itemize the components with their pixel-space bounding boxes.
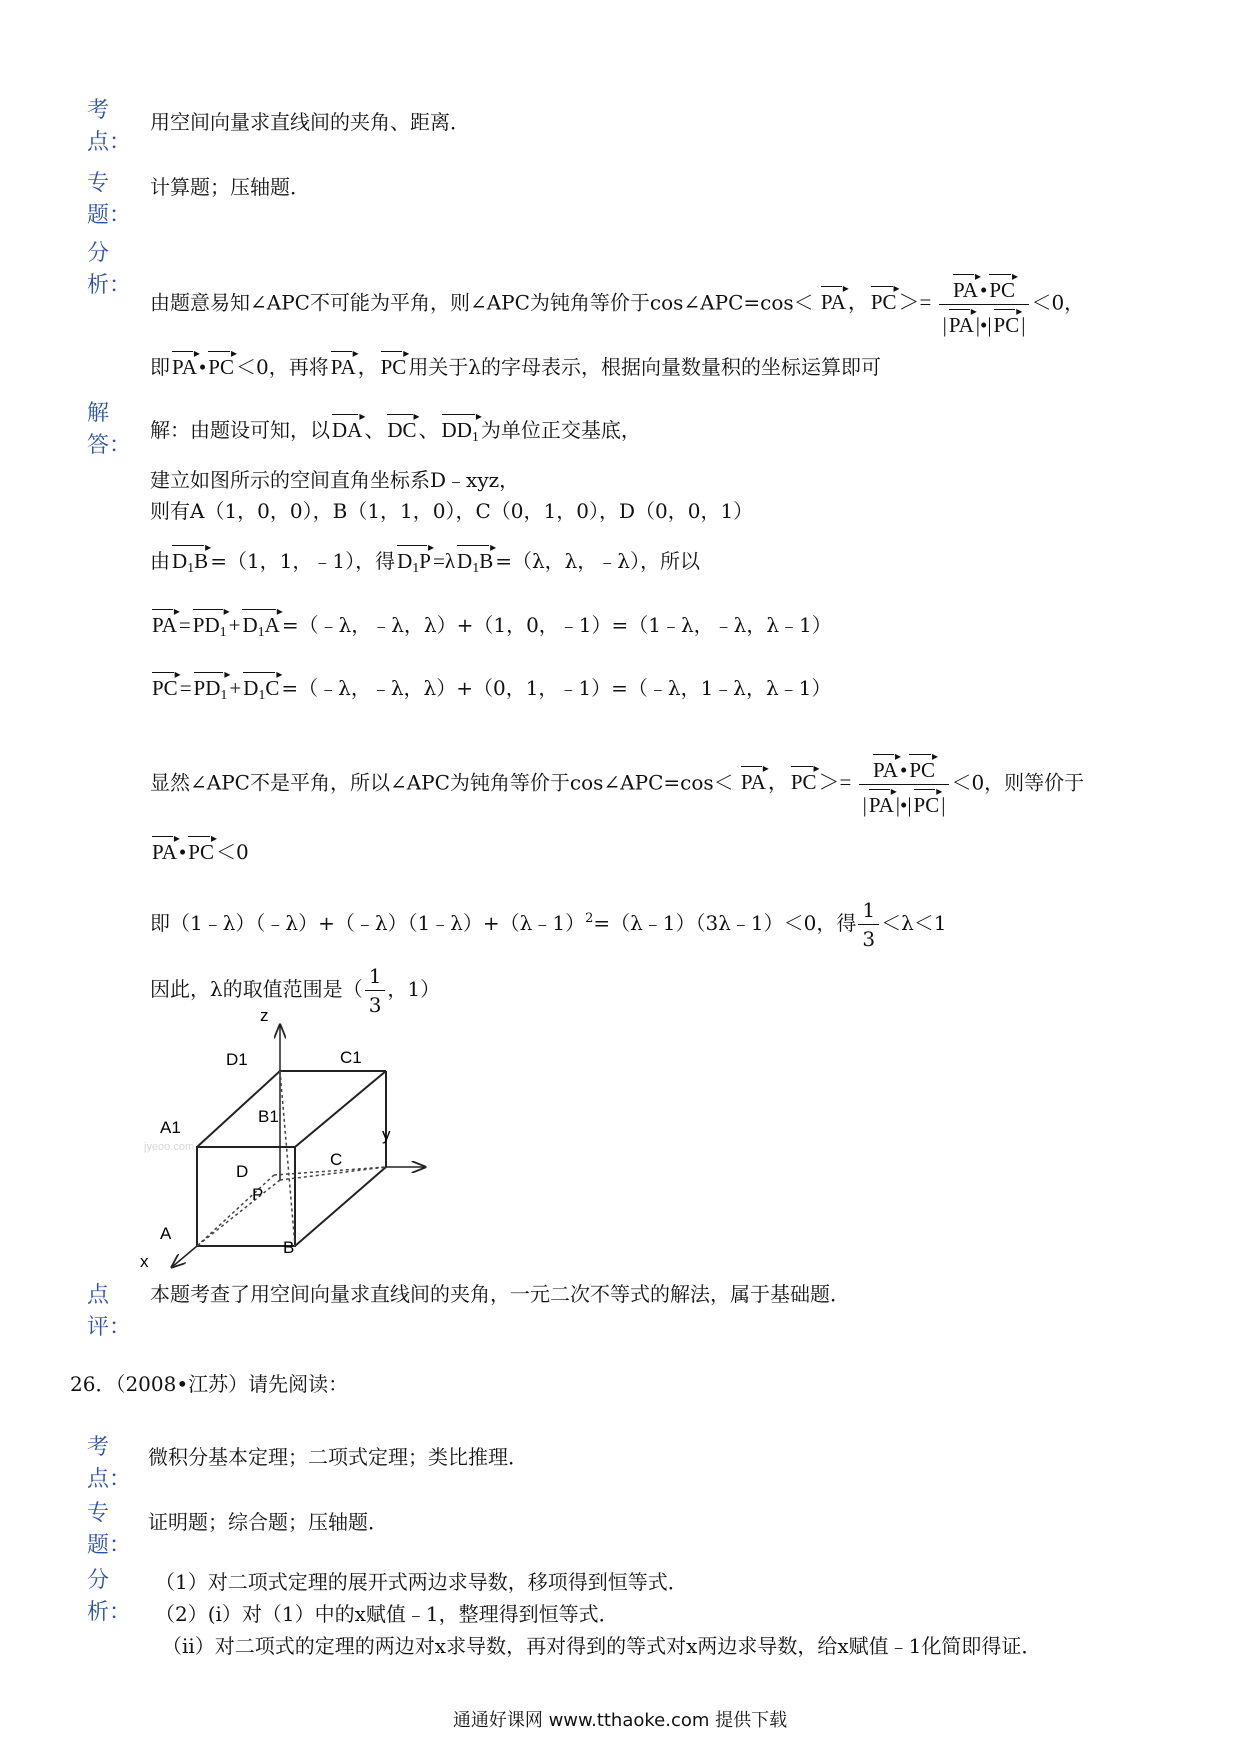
watermark: jyeoo.com xyxy=(144,1141,195,1153)
vertex-label-b1: B1 xyxy=(258,1107,279,1126)
dianping-text: 本题考查了用空间向量求直线间的夹角，一元二次不等式的解法，属于基础题． xyxy=(150,1282,850,1306)
fraction-one-third: $\frac{1}{3}$ xyxy=(858,896,879,953)
solution-line-10: 因此，λ的取值范围是（ $\frac{1}{3}$ ，1） xyxy=(150,964,441,1017)
question-26-title: 26．（2008•江苏）请先阅读： xyxy=(70,1372,349,1396)
vertex-label-c1: C1 xyxy=(340,1048,362,1067)
fenxi-line-1: 由题意易知∠APC不可能为平角，则∠APC为钝角等价于cos∠APC=cos＜ PA ▸，PC ▸＞= $\frac{PA ▸•PC ▸}{|PA ▸|•|PC ▸|}$ ＜0， xyxy=(150,270,1084,339)
fenxi-26-line-3: （ii）对二项式的定理的两边对x求导数，再对得到的等式对x两边求导数，给x赋值﹣1化简即得证． xyxy=(162,1634,1042,1658)
fenxi-26-line-1: （1）对二项式定理的展开式两边求导数，移项得到恒等式． xyxy=(155,1570,688,1594)
kaodian-text-26: 微积分基本定理；二项式定理；类比推理． xyxy=(148,1445,528,1469)
solution-line-4: 由$D_1B$ ▸ =（1，1，﹣1），得$D_1P$ $▸=\lambda D_1B$ ▸ =（λ，λ，﹣λ），所以 xyxy=(150,541,700,583)
fraction-one-third: $\frac{1}{3}$ xyxy=(365,962,386,1019)
label-jieda: 解 答： xyxy=(87,401,132,458)
solution-line-6: PC $▸=PD_1$ $▸+D_1C$ ▸ =（﹣λ，﹣λ，λ）+（0，1，﹣1）=（﹣λ，1﹣λ，λ﹣1） xyxy=(150,668,831,710)
vertex-label-d: D xyxy=(236,1162,249,1181)
label-dianping: 点 评： xyxy=(87,1283,132,1340)
label-fenxi-26: 分 析： xyxy=(87,1568,132,1625)
solution-line-1: 解：由题设可知，以DA ▸、DC ▸、$DD_1$ ▸ 为单位正交基底， xyxy=(150,410,641,452)
solution-line-8: PA ▸•PC ▸ ＜0 xyxy=(150,832,249,866)
label-zhuanti-26: 专 题： xyxy=(87,1501,132,1558)
fraction: $\frac{PA ▸•PC ▸}{|PA ▸|•|PC ▸|}$ xyxy=(859,750,950,819)
cube-diagram xyxy=(140,1005,440,1280)
vertex-label-c: C xyxy=(330,1150,343,1169)
axis-label-z: z xyxy=(260,1006,269,1025)
fenxi-line-2: 即PA ▸•PC ▸ ＜0，再将PA ▸，PC ▸ 用关于λ的字母表示，根据向量数量积的坐标运算即可 xyxy=(150,347,881,381)
vertex-label-d1: D1 xyxy=(226,1050,248,1069)
solution-line-9: 即（1﹣λ）（﹣λ）+（﹣λ）（1﹣λ）+（λ﹣1）$^2$=（λ﹣1）（3λ﹣1）＜0，得 $\frac{1}{3}$ ＜λ＜1 xyxy=(150,898,947,951)
axis-label-x: x xyxy=(140,1252,149,1271)
solution-line-7: 显然∠APC不是平角，所以∠APC为钝角等价于cos∠APC=cos＜ PA ▸，PC ▸＞= $\frac{PA ▸•PC ▸}{|PA ▸|•|PC ▸|}$ ＜0，则等价于 xyxy=(150,750,1084,819)
zhuanti-text-26: 证明题；综合题；压轴题． xyxy=(148,1510,388,1534)
solution-line-5: PA $▸=PD_1$ $▸+D_1A$ ▸ =（﹣λ，﹣λ，λ）+（1，0，﹣1）=（1﹣λ，﹣λ，λ﹣1） xyxy=(150,605,832,647)
label-kaodian: 考 点： xyxy=(87,98,132,155)
axis-label-y: y xyxy=(382,1125,391,1144)
label-fenxi: 分 析： xyxy=(87,241,132,298)
vertex-label-a: A xyxy=(160,1224,172,1243)
zhuanti-text: 计算题；压轴题． xyxy=(150,175,310,199)
page-footer: 通通好课网 www.tthaoke.com 提供下载 xyxy=(452,1710,788,1731)
solution-line-2: 建立如图所示的空间直角坐标系D﹣xyz， xyxy=(150,468,520,492)
solution-line-3: 则有A（1，0，0），B（1，1，0），C（0，1，0），D（0，0，1） xyxy=(150,499,754,523)
label-kaodian-26: 考 点： xyxy=(87,1435,132,1492)
vertex-label-b: B xyxy=(283,1238,295,1257)
fraction: $\frac{PA ▸•PC ▸}{|PA ▸|•|PC ▸|}$ xyxy=(939,270,1030,339)
kaodian-text: 用空间向量求直线间的夹角、距离． xyxy=(150,110,470,134)
vertex-label-a1: A1 xyxy=(160,1118,181,1137)
point-label-p: P xyxy=(252,1185,264,1204)
label-zhuanti: 专 题： xyxy=(87,171,132,228)
fenxi-26-line-2: （2）(i）对（1）中的x赋值﹣1，整理得到恒等式． xyxy=(155,1602,619,1626)
